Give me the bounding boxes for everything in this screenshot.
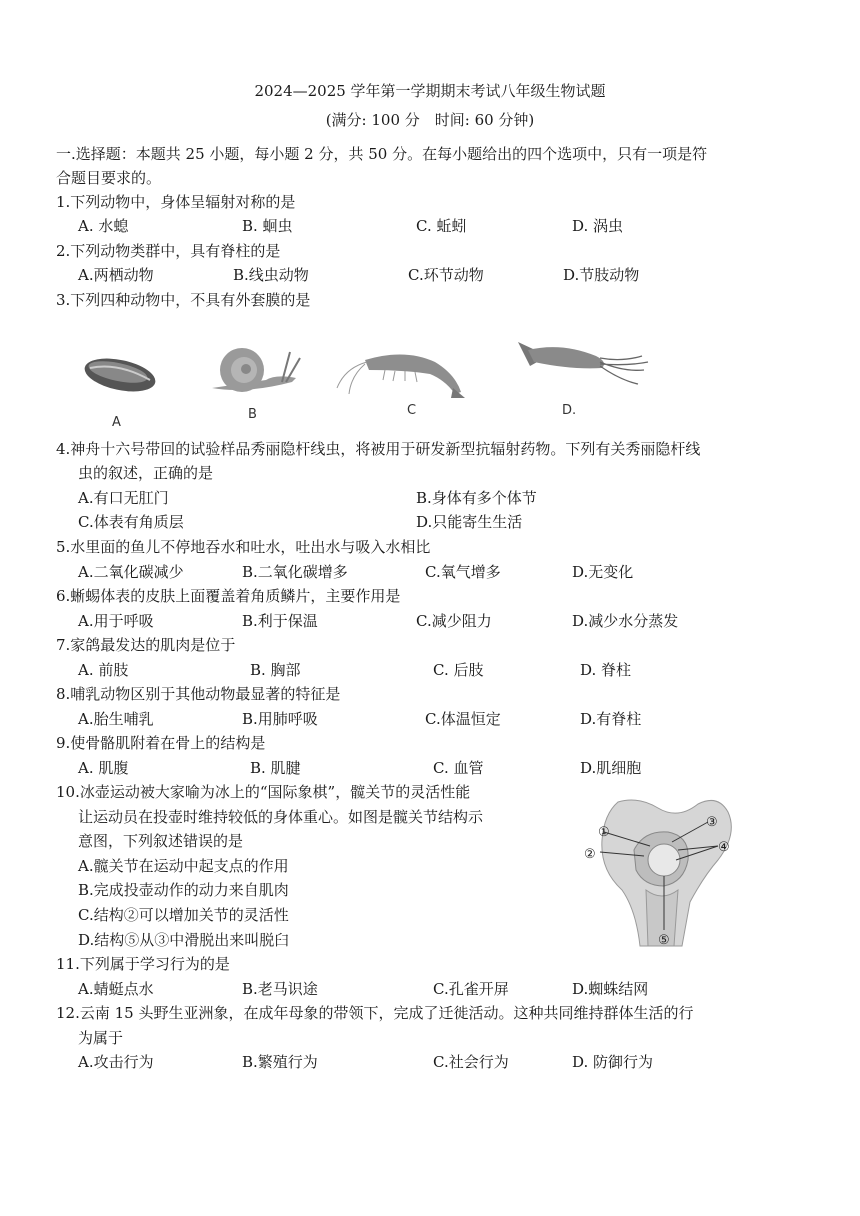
section-intro-line2: 合题目要求的。 <box>56 169 162 187</box>
image-label-d: D. <box>562 403 577 418</box>
option-a: A. 水螅 <box>78 217 129 235</box>
animal-image-c <box>335 340 475 422</box>
figure-label-4: ④ <box>718 840 730 855</box>
option-d: D.肌细胞 <box>580 759 642 777</box>
option-a: A.攻击行为 <box>78 1053 154 1071</box>
question-stem: 6.蜥蜴体表的皮肤上面覆盖着角质鳞片，主要作用是 <box>56 587 401 605</box>
hip-joint-figure <box>578 790 748 950</box>
option-c: C.结构②可以增加关节的灵活性 <box>78 906 289 924</box>
option-a: A. 前肢 <box>78 661 129 679</box>
exam-title: 2024—2025 学年第一学期期末考试八年级生物试题 <box>254 82 606 100</box>
question-stem-cont: 意图，下列叙述错误的是 <box>78 832 244 850</box>
image-label-b: B <box>248 407 257 422</box>
question-stem: 7.家鸽最发达的肌肉是位于 <box>56 636 236 654</box>
option-d: D. 涡虫 <box>572 217 624 235</box>
option-a: A.有口无肛门 <box>78 489 169 507</box>
option-b: B.线虫动物 <box>233 266 309 284</box>
option-c: C.环节动物 <box>408 266 484 284</box>
question-stem: 1.下列动物中，身体呈辐射对称的是 <box>56 193 296 211</box>
option-a: A.两栖动物 <box>78 266 154 284</box>
figure-label-2: ② <box>584 847 596 862</box>
image-label-a: A <box>112 415 121 430</box>
option-b: B. 肌腱 <box>250 759 301 777</box>
option-a: A.蜻蜓点水 <box>78 980 154 998</box>
option-b: B.二氧化碳增多 <box>242 563 348 581</box>
option-d: D.有脊柱 <box>580 710 642 728</box>
option-d: D.蜘蛛结网 <box>572 980 649 998</box>
option-d: D.无变化 <box>572 563 634 581</box>
option-a: A.二氧化碳减少 <box>78 563 184 581</box>
figure-label-1: ① <box>598 825 610 840</box>
option-d: D. 脊柱 <box>580 661 632 679</box>
animal-image-d <box>512 328 652 420</box>
question-stem: 4.神舟十六号带回的试验样品秀丽隐杆线虫，将被用于研发新型抗辐射药物。下列有关秀丽隐杆线 <box>56 440 701 458</box>
option-d: D.减少水分蒸发 <box>572 612 679 630</box>
option-b: B.完成投壶动作的动力来自肌肉 <box>78 881 289 899</box>
option-b: B.身体有多个体节 <box>416 489 537 507</box>
question-stem: 8.哺乳动物区别于其他动物最显著的特征是 <box>56 685 341 703</box>
question-stem-cont: 虫的叙述，正确的是 <box>78 464 214 482</box>
option-b: B.老马识途 <box>242 980 318 998</box>
option-a: A. 肌腹 <box>78 759 129 777</box>
option-a: A.用于呼吸 <box>78 612 154 630</box>
question-stem: 10.冰壶运动被大家喻为冰上的“国际象棋”，髋关节的灵活性能 <box>56 783 471 801</box>
option-c: C.孔雀开屏 <box>433 980 509 998</box>
animal-image-a <box>78 340 168 432</box>
question-stem: 2.下列动物类群中，具有脊柱的是 <box>56 242 281 260</box>
option-d: D. 防御行为 <box>572 1053 654 1071</box>
option-c: C.体表有角质层 <box>78 513 184 531</box>
option-b: B.繁殖行为 <box>242 1053 318 1071</box>
question-stem: 11.下列属于学习行为的是 <box>56 955 230 973</box>
option-b: B. 蛔虫 <box>242 217 293 235</box>
question-stem: 3.下列四种动物中，不具有外套膜的是 <box>56 291 311 309</box>
section-intro-line1: 一.选择题：本题共 25 小题，每小题 2 分，共 50 分。在每小题给出的四个选项中，只有一项是符 <box>56 145 708 163</box>
question-stem-cont: 让运动员在投壶时维持较低的身体重心。如图是髋关节结构示 <box>78 808 484 826</box>
option-c: C.社会行为 <box>433 1053 509 1071</box>
question-stem: 9.使骨骼肌附着在骨上的结构是 <box>56 734 266 752</box>
option-a: A.髋关节在运动中起支点的作用 <box>78 857 289 875</box>
option-d: D.节肢动物 <box>563 266 640 284</box>
question-stem: 12.云南 15 头野生亚洲象，在成年母象的带领下，完成了迁徙活动。这种共同维持群体生活的行 <box>56 1004 694 1022</box>
option-d: D.只能寄生生活 <box>416 513 523 531</box>
question-stem: 5.水里面的鱼儿不停地吞水和吐水，吐出水与吸入水相比 <box>56 538 431 556</box>
figure-label-3: ③ <box>706 815 718 830</box>
image-label-c: C <box>407 403 417 418</box>
option-c: C.减少阻力 <box>416 612 492 630</box>
option-c: C. 蚯蚓 <box>416 217 467 235</box>
option-b: B.用肺呼吸 <box>242 710 318 728</box>
option-b: B. 胸部 <box>250 661 301 679</box>
option-c: C.体温恒定 <box>425 710 501 728</box>
option-c: C. 血管 <box>433 759 484 777</box>
option-d: D.结构⑤从③中滑脱出来叫脱臼 <box>78 931 290 949</box>
option-c: C. 后肢 <box>433 661 484 679</box>
option-a: A.胎生哺乳 <box>78 710 154 728</box>
option-b: B.利于保温 <box>242 612 318 630</box>
figure-label-5: ⑤ <box>658 933 670 948</box>
option-c: C.氧气增多 <box>425 563 501 581</box>
exam-subtitle: (满分: 100 分 时间: 60 分钟) <box>325 111 535 129</box>
animal-image-b <box>206 338 306 428</box>
question-stem-cont: 为属于 <box>78 1029 124 1047</box>
